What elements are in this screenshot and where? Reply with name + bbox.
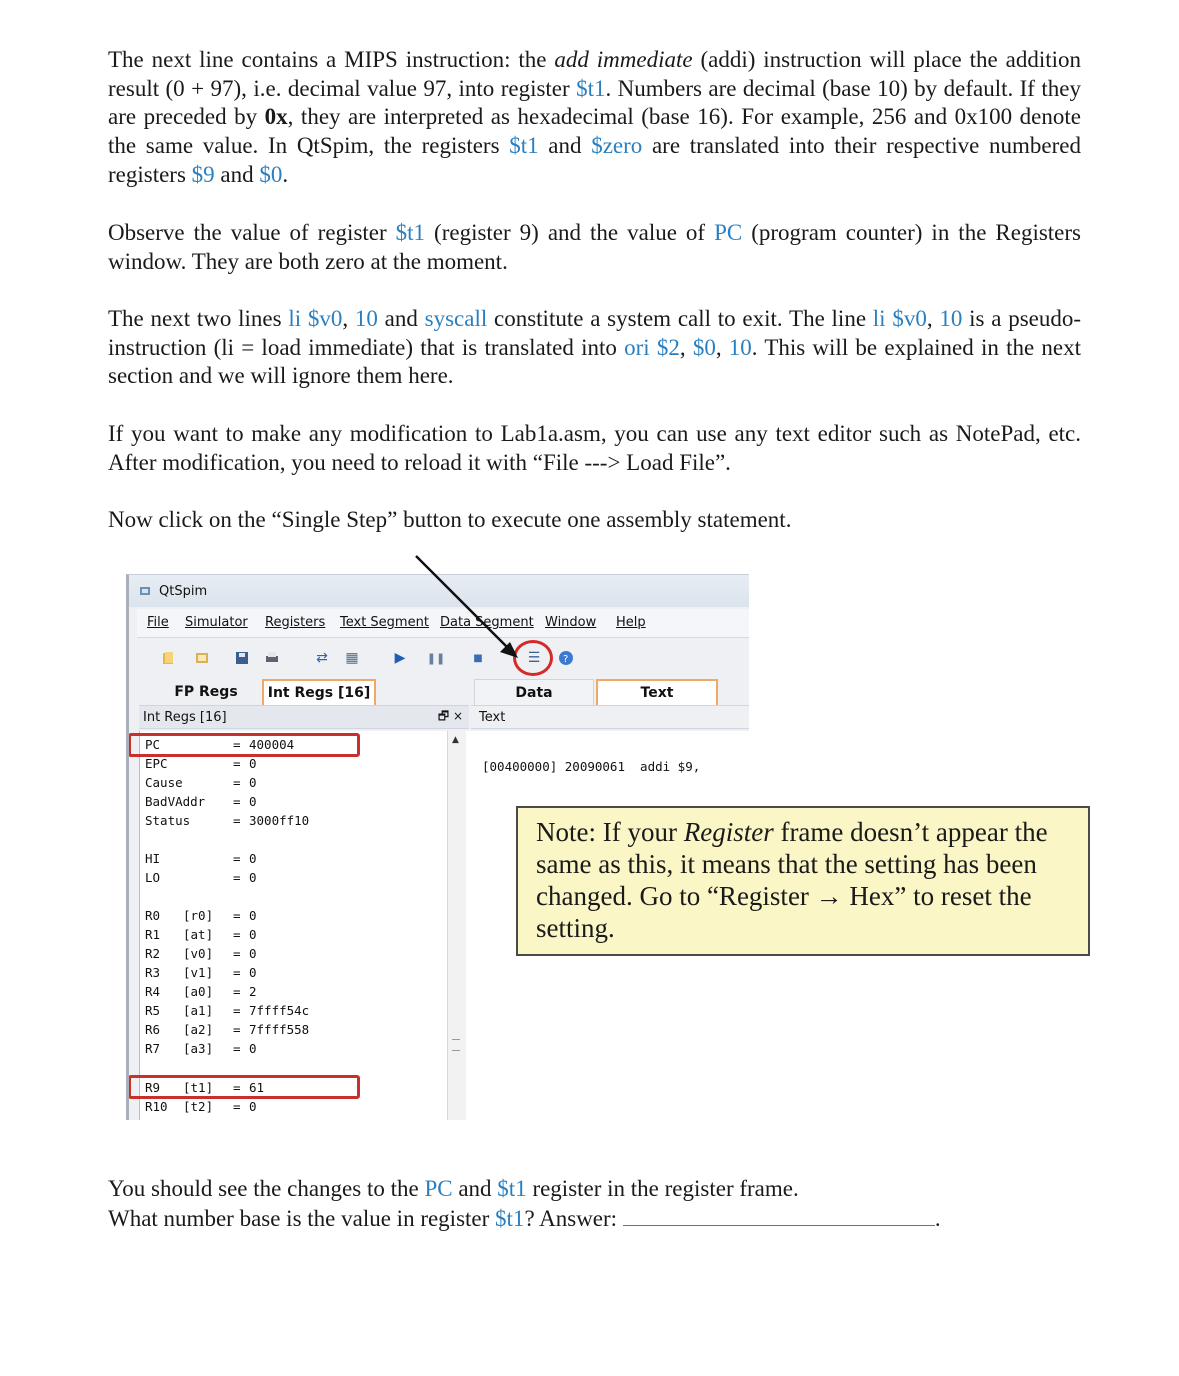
menu-simulator[interactable]: Simulator [185, 615, 248, 630]
menu-window[interactable]: Window [545, 615, 597, 630]
open-icon[interactable] [159, 649, 177, 667]
qtspim-app-icon [139, 585, 151, 597]
registers-pane: PC = 400004 EPC = 0 Cause = 0 BadVAddr = 0 Status = 3000ff10 HI = 0 LO = 0 R0 [r0] = 0 R1 [at] = 0 R2 [v0] = 0 R3 [v1] = 0 R4 [a0] = 2 R5 [a1] = 7ffff54c R6 [a2] = 7ffff558 R7 [a3] = 0 R9 [t1] = 61 R10 [t2] = 0 [139, 731, 458, 1120]
regs-pane-title: Int Regs [16] [143, 709, 227, 725]
text-segment-line: [00400000] 20090061 addi $9, [482, 759, 701, 774]
paragraph-modification: If you want to make any modification to Lab1a.asm, you can use any text editor such as NotePad, etc. After modification, you need to reload it with “File ---> Load File”. [108, 421, 1081, 475]
save-icon[interactable] [233, 649, 251, 667]
paragraph-single-step: Now click on the “Single Step” button to execute one assembly statement. [108, 507, 792, 532]
menu-help[interactable]: Help [616, 615, 646, 630]
paragraph-observe: Observe the value of register $t1 (register 9) and the value of PC (program counter) in the Registers window. They are both zero at the moment. [108, 220, 1082, 274]
menu-file[interactable]: File [147, 615, 169, 630]
clear-icon[interactable]: ⇄ [316, 650, 328, 666]
pc-highlight-box [128, 733, 360, 757]
note-box: Note: If your Register frame doesn’t appear the same as this, it means that the setting has been changed. Go to “Register → Hex” to reset the setting. [516, 806, 1090, 956]
grid-icon[interactable]: ▦ [345, 650, 359, 666]
help-icon[interactable] [557, 649, 575, 667]
text-pane-header [471, 705, 749, 729]
window-title: QtSpim [159, 584, 208, 599]
pause-icon[interactable]: ❚❚ [426, 651, 446, 665]
regs-pane-header [139, 705, 469, 729]
scroll-grip[interactable] [452, 1039, 460, 1051]
t1-highlight-box [128, 1075, 360, 1099]
tab-int-regs[interactable]: Int Regs [16] [262, 679, 376, 705]
paragraph-addi: The next line contains a MIPS instruction: the add immediate (addi) instruction will place the addition result (0 + 97), i.e. decimal value 97, into register $t1. Numbers are decimal (base 10) by default. If they are preceded by 0x, they are interpreted as hexadecimal (base 16). For example, 256 and 0x100 denote the same value. In QtSpim, the registers $t1 and $zero are translated into their respective numbered registers $9 and $0. [108, 47, 1082, 187]
paragraph-syscall: The next two lines li $v0, 10 and syscall constitute a system call to exit. The line li $v0, 10 is a pseudo-instruction (li = load immediate) that is translated into ori $2, $0, 10. This will be explained in the next section and we will ignore them here. [108, 306, 1082, 389]
tab-text[interactable]: Text [596, 679, 718, 705]
reload-icon[interactable] [193, 649, 211, 667]
tab-fp-regs[interactable]: FP Regs [174, 684, 238, 700]
single-step-icon[interactable]: ☰ [527, 650, 541, 666]
tab-data[interactable]: Data [474, 679, 594, 705]
print-icon[interactable] [263, 649, 281, 667]
paragraph-question: What number base is the value in register $t1? Answer: . [108, 1203, 1081, 1234]
svg-text:?: ? [563, 654, 569, 665]
text-pane-title: Text [479, 709, 506, 725]
menu-data-segment[interactable]: Data Segment [440, 615, 534, 630]
menu-registers[interactable]: Registers [265, 615, 326, 630]
stop-icon[interactable]: ■ [473, 652, 483, 664]
answer-blank[interactable] [623, 1203, 935, 1226]
pane-float-close-icon[interactable]: 🗗 × [437, 708, 463, 723]
arrow-pointer [400, 548, 540, 668]
paragraph-see-changes: You should see the changes to the PC and $t1 register in the register frame. [108, 1176, 799, 1201]
menu-text-segment[interactable]: Text Segment [340, 615, 429, 630]
scroll-up-icon[interactable]: ▲ [452, 735, 459, 745]
registers-scrollbar[interactable] [447, 731, 466, 1120]
run-icon[interactable]: ▶ [394, 650, 406, 666]
